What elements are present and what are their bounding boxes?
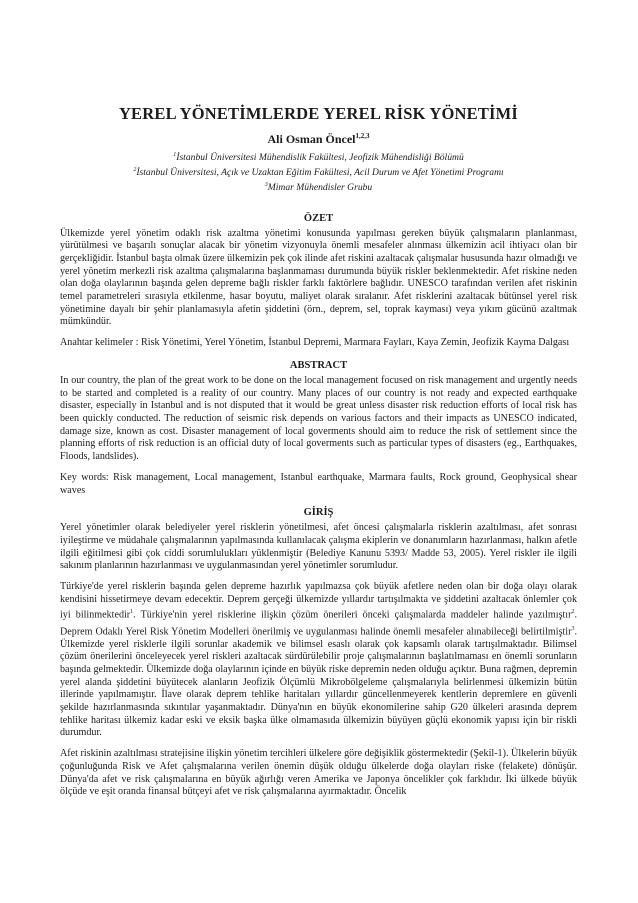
giris-paragraph-2: Türkiye'de yerel risklerin başında gelen depreme hazırlık yapılmazsa çok büyük afetlere neden olan bir doğa olayı olarak kendisini hissetirmeye devam edecektir. Deprem gerçeği ülkemizde yıllardır tartışılmakta ve şiddetini azaltacak önlemler çok iyi bilinmektedir$^1$. Türkiye'nin yerel risklerine ilişkin çözüm önerileri önceki çalışmalarda maddeler halinde yazılmıştır$^2$. Deprem Odaklı Yerel Risk Yönetim Modelleri önerilmiş ve uygulanması halinde önemli mesafeler alınabileceği belirtilmiştir$^3$. Ülkemizde yerel risklerle ilgili sorunlar akademik ve bilimsel esaslı olarak çok kapsamlı olarak tartışılmaktadır. Bilimsel çözüm önerilerini önceleyecek yerel riskleri azaltacak sürdürülebilir proje çalışmalarının başlatılmaması en önemli sorunların başında gelmektedir. Ülkemizde doğa olaylarının içinde en büyük riske depremin neden olduğu açıktır. Buna rağmen, depremin yerel alanda şiddetini büyütecek alanların Jeofizik Ölçümlü Mikrobölgeleme çalışmalarıyla belirlenmesi ülkemizin bütün illerinde yapılmamıştır. İlave olarak deprem tehlike haritaları yıllardır güncellenmeyerek kentlerin depremlere en güvenli şekilde hazırlanmasında sıkıntılar yaşanmaktadır. Dünya'nın en büyük ekonomilerine sahip G20 ülkeleri arasında deprem tehlike haritası ülkemiz kadar eski ve eksik başka ülke olmamasıda ülkemizin büyüyen güçlü ekonomik yapısı için bir riskli durumdur.	[60, 581, 578, 739]
paper-page	[60, 92, 577, 807]
abstract-heading: ABSTRACT	[289, 359, 348, 371]
author-line	[60, 132, 577, 147]
citation-3: 3	[571, 625, 575, 632]
citation-1: 1	[130, 609, 134, 616]
affiliation-2: $^2$İstanbul Üniversitesi, Açık ve Uzaktan Eğitim Fakültesi, Acil Durum ve Afet Yönetimi Programı	[133, 167, 504, 179]
author-superscript: 1,2,3	[355, 132, 370, 140]
affiliation-1: $^1$İstanbul Üniversitesi Mühendislik Fakültesi, Jeofizik Mühendisliği Bölümü	[173, 152, 464, 164]
anahtar-kelimeler: Anahtar kelimeler : Risk Yönetimi, Yerel Yönetim, İstanbul Depremi, Marmara Fayları, Kaya Zemin, Jeofizik Kayma Dalgası	[60, 337, 570, 349]
ozet-paragraph: Ülkemizde yerel yönetim odaklı risk azaltma yönetimi konusunda yapılması gereken büyük çalışmaların planlanması, yürütülmesi ve başarılı sonuçlar alacak bir yönetim vizyonuyla önemli mesafeler alınması ülkemizin acil ihtiyacı olan bir gerçekliğidir. İstanbul başta olmak üzere ülkemizin pek çok ilinde afet riskini azaltacak çalışmalar hususunda hazır olmadığı ve yerel yönetim merkezli risk azaltma çalışmalarına başlanmaması durumunda büyük riskler beklenmektedir. Afet riskine neden olan doğa olaylarının başında gelen depreme bağlı riskler farklı faktörlere bağlıdır. UNESCO tarafından verilen afet riskinin temel parametreleri sırasıyla etkilenme, hasar boyutu, maliyet olarak sıralanır. Afet risklerini azaltacak bütünsel yerel risk yönetimine dayalı bir şehir planlamasıyla afetin şiddetini (örn., deprem, sel, toprak kayması) veya yıkım gücünü azaltmak mümkündür.	[60, 227, 577, 328]
abstract-paragraph: In our country, the plan of the great work to be done on the local management focused on risk management and urgently needs to be started and completed is a reality of our country. Many places of our country is not ready and expected earthquake disaster, especially in Istanbul and is not disputed that it would be great unless disaster risk reduction efforts of local risk has been quickly conducted. The reduction of seismic risk depends on various factors and their impacts as UNESCO indicated, damage size, known as cost. Disaster management of local goverments should aim to reduce the risk of settlement since the planning efforts of risk reduction is an official duty of local goverments such as particular types of disasters (eg., Earthquakes, Floods, landslides).	[60, 374, 577, 463]
giris-paragraph-3: Afet riskinin azaltılması stratejisine ilişkin yönetim tercihleri ülkelere göre değişiklik göstermektedir (Şekil-1). Ülkelerin büyük çoğunluğunda Risk ve Afet çalışmalarına verilen önemin düşük olduğu ülkelerde doğa olayları riske (felakete) dönüşür. Dünya'da afet ve risk çalışmalarına en büyük ağırlığı veren Amerika ve Japonya öncelikler çok farklıdır. İki ülkede büyük ölçüde ve eşit oranda finansal bütçeyi afet ve risk çalışmalarına ayırmaktadır. Öncelik	[60, 748, 577, 798]
affiliation-3: $^3$Mimar Mühendisler Grubu	[264, 182, 373, 194]
giris-heading: GİRİŞ	[303, 507, 334, 519]
paper-title: YEREL YÖNETİMLERDE YEREL RİSK YÖNETİMİ	[118, 104, 519, 123]
citation-2: 2	[571, 609, 575, 616]
author-name: Ali Osman Öncel	[267, 132, 356, 146]
key-words: Key words: Risk management, Local management, Istanbul earthquake, Marmara faults, Rock ground, Geophysical shear waves	[60, 471, 577, 496]
ozet-heading: ÖZET	[303, 212, 334, 224]
giris-paragraph-1: Yerel yönetimler olarak belediyeler yerel risklerin yönetilmesi, afet öncesi çalışmalarla risklerin azaltılması, afet sonrası iyileştirme ve müdahale çalışmalarının yapılmasında kullanılacak çalışma ekiplerin ve donanımların hazırlanması, halkın afetle ilgili eğitilmesi gibi çok ciddi sorumlulukları yüklenmiştir (Belediye Kanunu 5393/ Madde 53, 2005). Yerel riskler ile ilgili sakınım planlarının hazırlanması ve uygulanmasından yerel yönetimler sorumludur.	[60, 522, 577, 572]
